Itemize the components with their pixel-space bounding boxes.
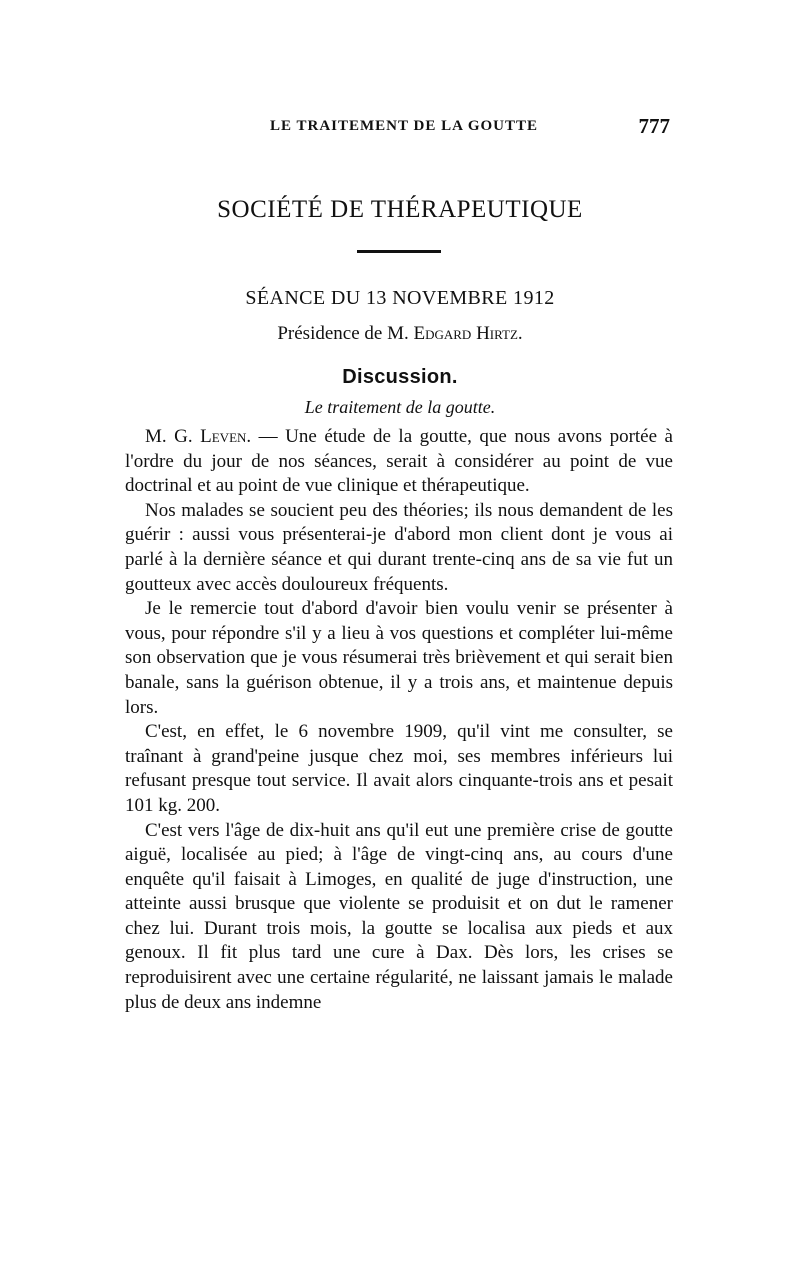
paragraph: C'est, en effet, le 6 novembre 1909, qu'il vint me consulter, se traînant à grand'peine jusque chez moi, ses membres inférieurs lui refusant presque tout service. Il avait alors cinquante-trois ans et pesait 101 kg. 200. <box>125 721 673 816</box>
speaker-name: M. G. Leven. <box>145 426 252 447</box>
president-name: Edgard Hirtz. <box>413 323 523 344</box>
paragraph: Je le remercie tout d'abord d'avoir bien voulu venir se présenter à vous, pour répondre s'il y a lieu à vos questions et compléter lui-même son observation que je vous résumerai très brièvement et qui serait bien banale, sans la guérison obtenue, il y a trois ans, et maintenue depuis lors. <box>125 598 673 718</box>
session-title: SÉANCE DU 13 NOVEMBRE 1912 <box>245 287 555 309</box>
body-text <box>125 425 673 1015</box>
paragraph-text: — Une étude de la goutte, que nous avons portée à l'ordre du jour de nos séances, serait à considérer au point de vue doctrinal et au point de vue clinique et thérapeutique. <box>125 426 673 497</box>
discussion-heading: Discussion. <box>342 366 458 388</box>
page-number: 777 <box>638 114 670 138</box>
presidence-line <box>0 323 800 345</box>
running-title: LE TRAITEMENT DE LA GOUTTE <box>270 118 539 134</box>
paragraph: Nos malades se soucient peu des théories; ils nous demandent de les guérir : aussi vous présenterai-je d'abord mon client dont je vous ai parlé à la dernière séance et qui durant trente-cinq ans de sa vie fut un goutteux avec accès douloureux fréquents. <box>125 499 673 595</box>
paragraph: C'est vers l'âge de dix-huit ans qu'il eut une première crise de goutte aiguë, localisée au pied; à l'âge de vingt-cinq ans, au cours d'une enquête qu'il faisait à Limoges, en qualité de juge d'instruction, une atteinte aussi brusque que violente se produisit et on dut le ramener chez lui. Durant trois mois, la goutte se localisa aux pieds et aux genoux. Il fit plus tard une cure à Dax. Dès lors, les crises se reproduisirent avec une certaine régularité, ne laissant jamais le malade plus de deux ans indemne <box>125 819 673 1013</box>
presidence-prefix: Présidence de M. <box>277 323 409 344</box>
discussion-subject: Le traitement de la goutte. <box>304 397 496 417</box>
society-title: SOCIÉTÉ DE THÉRAPEUTIQUE <box>217 196 583 223</box>
paragraph <box>125 425 673 499</box>
section-divider <box>357 250 441 253</box>
running-header <box>125 114 670 140</box>
